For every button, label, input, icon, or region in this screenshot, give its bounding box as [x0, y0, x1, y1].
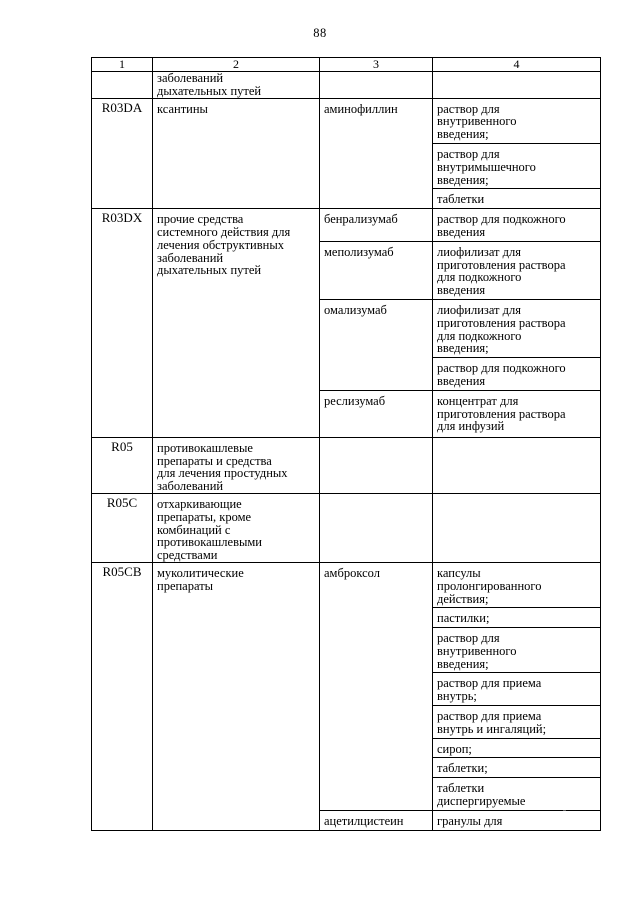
atc-code-cell: R03DA — [92, 98, 153, 209]
dosage-form: пастилки; — [433, 607, 600, 627]
continuation-row — [92, 72, 601, 99]
dosage-form: раствор для внутривенного введения; — [433, 627, 600, 672]
stray-mark — [563, 810, 566, 811]
group-name-cell: противокашлевые препараты и средства для лечения простудных заболеваний — [153, 437, 320, 493]
dosage-form: лиофилизат для приготовления раствора для подкожного введения — [437, 244, 566, 298]
group-name-cell: заболеваний дыхательных путей — [153, 72, 320, 99]
table-row — [92, 98, 601, 209]
column-header: 1 — [92, 58, 153, 72]
dosage-form: таблетки диспергируемые — [433, 777, 600, 810]
drug-name-cell — [320, 493, 433, 562]
drug-name-cell: амброксол — [320, 562, 433, 810]
dosage-form: раствор для приема внутрь; — [433, 672, 600, 705]
column-header: 2 — [153, 58, 320, 72]
dosage-form: раствор для подкожного введения — [433, 357, 600, 390]
group-name-cell: ксантины — [153, 98, 320, 209]
dosage-form: раствор для внутримышечного введения; — [433, 143, 600, 188]
dosage-form-cell — [433, 437, 601, 493]
table-row — [92, 209, 601, 242]
atc-code-cell: R05CB — [92, 562, 153, 830]
drug-name-cell — [320, 72, 433, 99]
group-name-cell: прочие средства системного действия для лечения обструктивных заболеваний дыхательных путей — [153, 209, 320, 438]
dosage-form: раствор для подкожного введения — [437, 212, 566, 239]
dosage-form: гранулы для — [437, 813, 503, 828]
column-header: 3 — [320, 58, 433, 72]
drug-name-cell: ацетилцистеин — [320, 810, 433, 830]
dosage-form: лиофилизат для приготовления раствора для подкожного введения; — [437, 302, 566, 356]
drug-name-cell: аминофиллин — [320, 98, 433, 209]
column-header: 4 — [433, 58, 601, 72]
dosage-form: раствор для приема внутрь и ингаляций; — [433, 705, 600, 738]
dosage-form-cell — [433, 241, 601, 299]
drug-name-cell: бенрализумаб — [320, 209, 433, 242]
drug-table — [91, 57, 601, 831]
group-name-cell: муколитические препараты — [153, 562, 320, 830]
atc-code-cell: R03DX — [92, 209, 153, 438]
drug-name-cell: меполизумаб — [320, 241, 433, 299]
code-cell — [92, 72, 153, 99]
atc-code-cell: R05 — [92, 437, 153, 493]
dosage-form-cell — [433, 209, 601, 242]
dosage-form: сироп; — [433, 738, 600, 758]
dosage-form-cell — [433, 72, 601, 99]
dosage-form-cell — [433, 98, 601, 209]
dosage-form: концентрат для приготовления раствора для инфузий — [437, 393, 566, 434]
dosage-form: капсулы пролонгированного действия; — [437, 565, 542, 606]
drug-name-cell: омализумаб — [320, 299, 433, 390]
dosage-form: раствор для внутривенного введения; — [437, 101, 517, 142]
atc-code-cell: R05C — [92, 493, 153, 562]
dosage-form-cell — [433, 390, 601, 437]
dosage-form-cell — [433, 493, 601, 562]
column-header-row — [92, 58, 601, 72]
table-row — [92, 562, 601, 810]
dosage-form-cell — [433, 299, 601, 390]
table-row — [92, 437, 601, 493]
group-name-cell: отхаркивающие препараты, кроме комбинаций с противокашлевыми средствами — [153, 493, 320, 562]
drug-name-cell — [320, 437, 433, 493]
dosage-form: таблетки — [433, 188, 600, 208]
page-number: 88 — [313, 26, 327, 40]
dosage-form: таблетки; — [433, 757, 600, 777]
dosage-form-cell — [433, 810, 601, 830]
drug-name-cell: реслизумаб — [320, 390, 433, 437]
table-row — [92, 493, 601, 562]
dosage-form-cell — [433, 562, 601, 810]
